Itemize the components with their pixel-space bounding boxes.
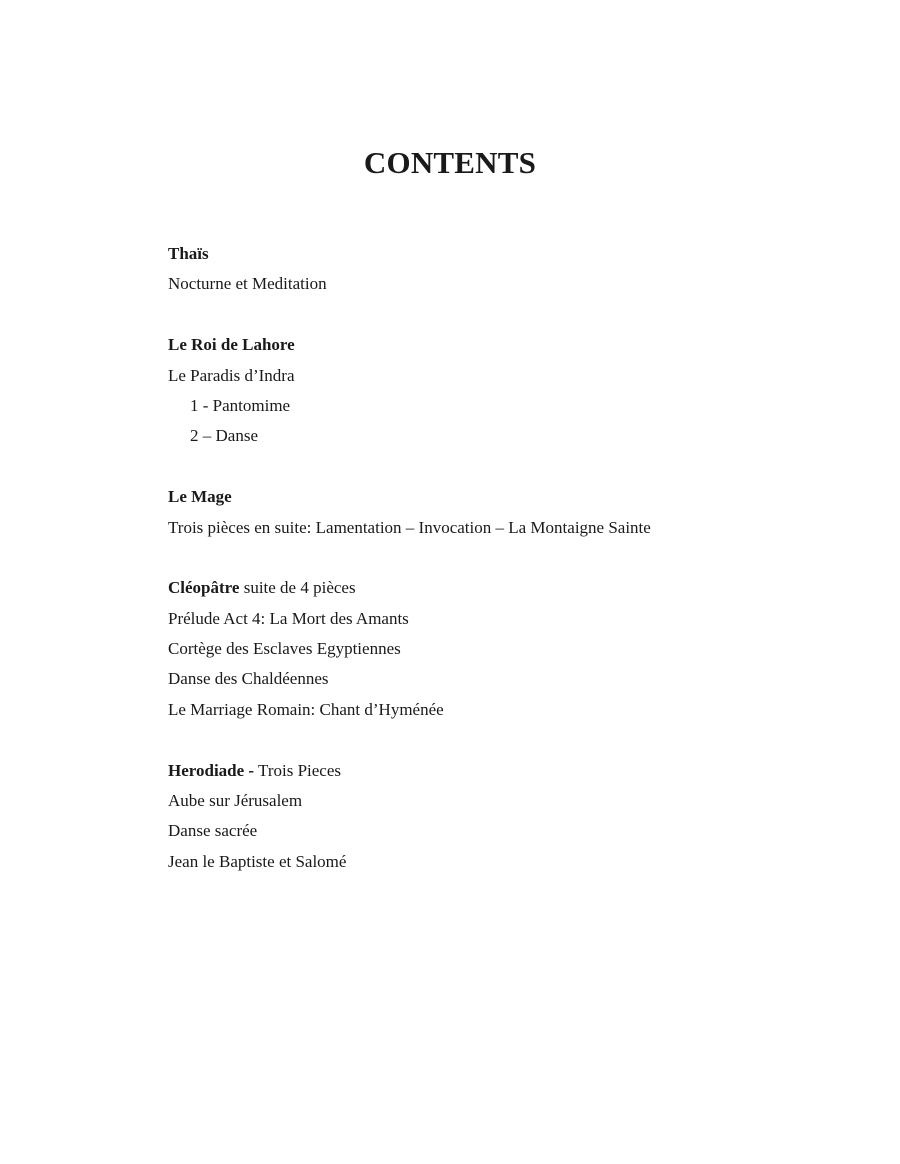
toc-entry: Trois pièces en suite: Lamentation – Invocation – La Montaigne Sainte [168,517,651,537]
section-heading-herodiade [168,756,868,786]
toc-subentry: 1 - Pantomime [190,395,291,415]
section-heading-le-roi-de-lahore: Le Roi de Lahore [168,335,295,355]
toc-entry: Aube sur Jérusalem [168,791,303,811]
section-heading-thais: Thaïs [168,244,209,263]
table-of-contents [168,239,868,877]
section-gap [168,543,868,573]
section-heading-le-mage: Le Mage [168,487,232,507]
toc-entry: Le Marriage Romain: Chant d’Hyménée [168,699,444,719]
section-heading-suffix: Trois Pieces [254,760,342,780]
section-heading-cleopatre [168,573,868,603]
section-heading-suffix: suite de 4 pièces [239,578,356,598]
toc-subentry: 2 – Danse [190,426,258,446]
page-title: CONTENTS [363,145,537,180]
section-gap [168,725,868,755]
section-gap [168,300,868,330]
toc-entry: Jean le Baptiste et Salomé [168,851,347,871]
section-heading-title: Herodiade - [168,760,255,780]
toc-entry: Cortège des Esclaves Egyptiennes [168,639,401,659]
toc-entry: Nocturne et Meditation [168,274,327,294]
toc-entry: Le Paradis d’Indra [168,365,295,385]
section-gap [168,452,868,482]
toc-entry: Prélude Act 4: La Mort des Amants [168,608,409,628]
section-heading-title: Cléopâtre [168,578,240,598]
toc-entry: Danse des Chaldéennes [168,669,329,689]
toc-entry: Danse sacrée [168,821,258,841]
